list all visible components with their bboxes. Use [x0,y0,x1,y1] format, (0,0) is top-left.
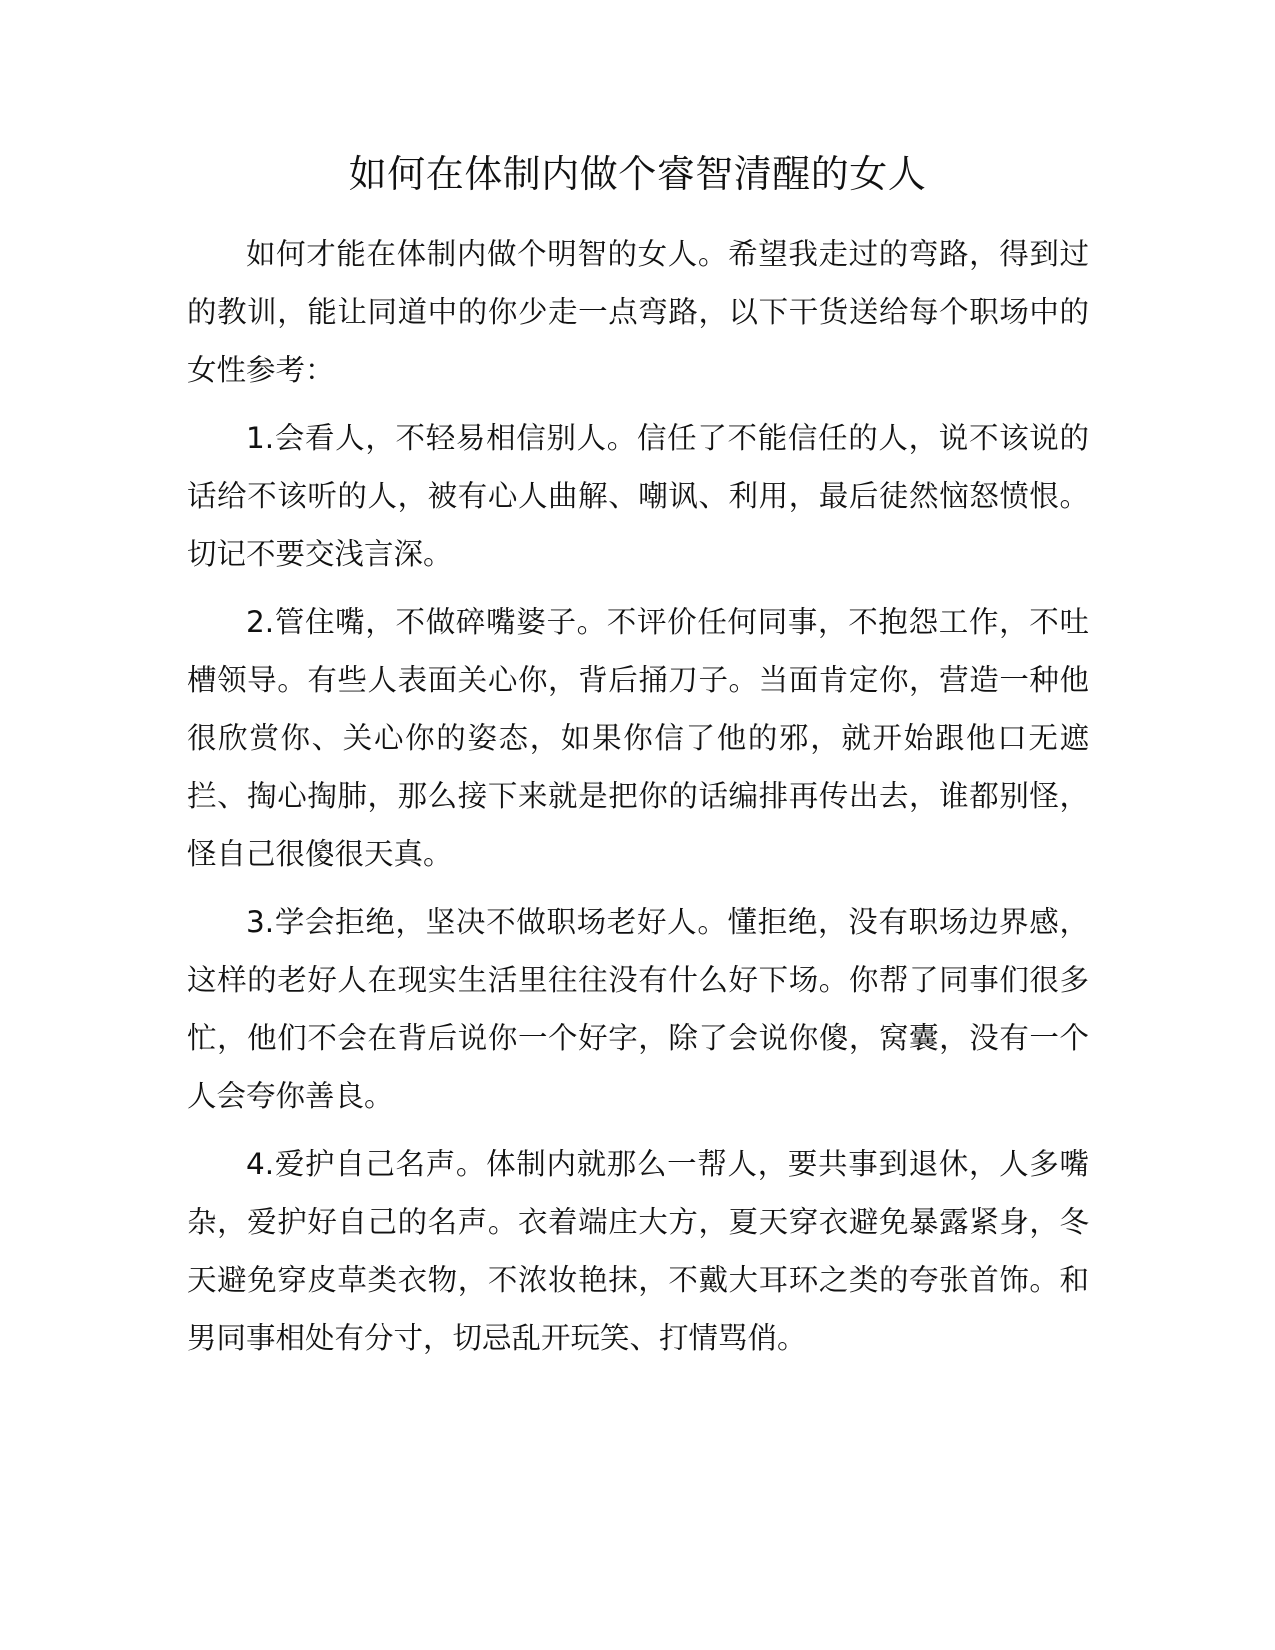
point-3-paragraph: 3.学会拒绝，坚决不做职场老好人。懂拒绝，没有职场边界感，这样的老好人在现实生活里往往没有什么好下场。你帮了同事们很多忙，他们不会在背后说你一个好字，除了会说你傻，窝囊，没有一个人会夸你善良。 [187,905,1089,1113]
point-4-paragraph: 4.爱护自己名声。体制内就那么一帮人，要共事到退休，人多嘴杂，爱护好自己的名声。衣着端庄大方，夏天穿衣避免暴露紧身，冬天避免穿皮草类衣物，不浓妆艳抹，不戴大耳环之类的夸张首饰。和男同事相处有分寸，切忌乱开玩笑、打情骂俏。 [187,1147,1089,1355]
document-title: 如何在体制内做个睿智清醒的女人 [348,152,927,196]
document-body [187,225,1089,1377]
point-2-paragraph: 2.管住嘴，不做碎嘴婆子。不评价任何同事，不抱怨工作，不吐槽领导。有些人表面关心你，背后捅刀子。当面肯定你，营造一种他很欣赏你、关心你的姿态，如果你信了他的邪，就开始跟他口无遮拦、掏心掏肺，那么接下来就是把你的话编排再传出去，谁都别怪，怪自己很傻很天真。 [187,605,1089,871]
point-1-paragraph: 1.会看人，不轻易相信别人。信任了不能信任的人，说不该说的话给不该听的人，被有心人曲解、嘲讽、利用，最后徒然恼怒愤恨。切记不要交浅言深。 [187,421,1089,571]
intro-paragraph: 如何才能在体制内做个明智的女人。希望我走过的弯路，得到过的教训，能让同道中的你少走一点弯路，以下干货送给每个职场中的女性参考： [187,237,1089,387]
